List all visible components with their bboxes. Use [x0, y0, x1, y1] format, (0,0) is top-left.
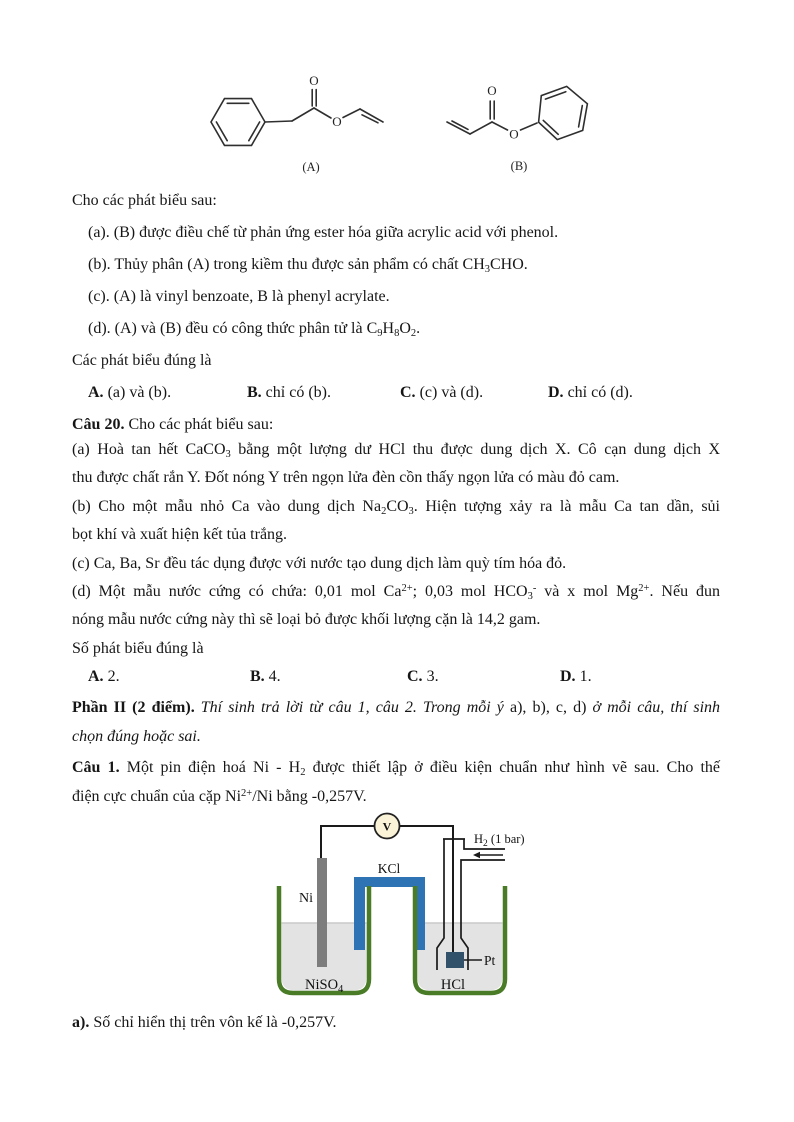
salt-bridge-label: KCl	[377, 861, 401, 876]
text-line: (b). Thủy phân (A) trong kiềm thu được sản phẩm có chất $CH_3CHO$.	[88, 256, 528, 275]
option-letter: A.	[88, 384, 104, 401]
answer-option: B. chỉ có (b).	[247, 384, 331, 401]
platinum-label: Pt	[484, 953, 496, 968]
left-solution-label: NiSO$_4$	[305, 977, 344, 995]
electrochemical-cell-diagram	[270, 812, 530, 1002]
answer-options-row	[72, 666, 732, 687]
text-line: Cho các phát biểu sau:	[72, 192, 217, 209]
text-line: (c) Ca, Ba, Sr đều tác dụng được với nước tạo dung dịch làm quỳ tím hóa đỏ.	[72, 555, 567, 572]
text-line: (b) Cho một mẫu nhỏ Ca vào dung dịch $Na_2CO_3$. Hiện tượng xảy ra là mẫu Ca tan dần, sủi	[72, 498, 720, 517]
option-letter: B.	[247, 384, 262, 401]
answer-option: C. 3.	[407, 668, 439, 685]
text-line: (d). (A) và (B) đều có công thức phân tử là $C_9H_8O_2$.	[88, 320, 421, 339]
text-line: Các phát biểu đúng là	[72, 352, 212, 369]
text-line: (a) Hoà tan hết CaCO$_3$ bằng một lượng dư HCl thu được dung dịch X. Cô cạn dung dịch X	[72, 441, 721, 460]
text-line: (d) Một mẫu nước cứng có chứa: 0,01 mol $Ca^{2+}$; 0,03 mol $HCO_3^-$ và x mol $Mg^{2+}$. Nếu đun	[72, 583, 721, 602]
atom-label-o: O	[309, 73, 319, 88]
text-line: Phần II (2 điểm). Thí sinh trả lời từ câu 1, câu 2. Trong mỗi ý a), b), c, d) ở mỗi câu, thí sinh	[72, 699, 721, 716]
benzene-ring	[211, 99, 265, 146]
gas-inlet-arrow	[473, 852, 503, 858]
atom-label-o: O	[509, 126, 519, 142]
atom-label-o: O	[487, 83, 497, 98]
answer-option: A. 2.	[88, 668, 120, 685]
option-letter: C.	[400, 384, 416, 401]
structure-b-label: (B)	[510, 159, 528, 173]
answer-options-row	[72, 382, 732, 403]
structure-b	[447, 83, 587, 173]
text-line: Câu 20. Cho các phát biểu sau:	[72, 416, 274, 433]
text-line: Số phát biểu đúng là	[72, 640, 204, 657]
chemical-structures	[180, 60, 620, 180]
voltmeter-label: V	[382, 819, 392, 834]
structure-a	[211, 73, 383, 174]
option-letter: D.	[560, 668, 576, 685]
hydrogen-gas-label: $H_2$ (1 bar)	[474, 832, 525, 849]
text-line: chọn đúng hoặc sai.	[72, 728, 201, 745]
text-line: a). Số chỉ hiển thị trên vôn kế là -0,257V.	[72, 1014, 337, 1031]
text-line: thu được chất rắn Y. Đốt nóng Y trên ngọn lửa đèn cồn thấy ngọn lửa có màu đỏ cam.	[72, 469, 620, 486]
answer-option: A. (a) và (b).	[88, 384, 172, 401]
option-letter: C.	[407, 668, 423, 685]
answer-option: B. 4.	[250, 668, 281, 685]
text-line: nóng mẫu nước cứng này thì sẽ loại bỏ được khối lượng cặn là 14,2 gam.	[72, 611, 541, 628]
answer-option: D. 1.	[560, 668, 592, 685]
option-letter: B.	[250, 668, 265, 685]
wire-left	[321, 826, 374, 858]
text-line: bọt khí và xuất hiện kết tủa trắng.	[72, 526, 288, 543]
text-line: Câu 1. Một pin điện hoá Ni - $H_2$ được thiết lập ở điều kiện chuẩn như hình vẽ sau. Cho thế	[72, 759, 721, 778]
option-letter: A.	[88, 668, 104, 685]
nickel-electrode	[317, 858, 327, 967]
text-line: (a). (B) được điều chế từ phản ứng ester hóa giữa acrylic acid với phenol.	[88, 224, 559, 241]
atom-label-o: O	[332, 114, 342, 129]
answer-option: C. (c) và (d).	[400, 384, 484, 401]
right-solution-label: HCl	[440, 977, 466, 993]
benzene-ring	[539, 86, 588, 139]
answer-option: D. chỉ có (d).	[548, 384, 633, 401]
nickel-electrode-label: Ni	[299, 891, 313, 906]
text-line: điện cực chuẩn của cặp $Ni^{2+}/Ni$ bằng -0,257V.	[72, 788, 367, 805]
platinum-electrode	[446, 952, 464, 968]
text-line: (c). (A) là vinyl benzoate, B là phenyl acrylate.	[88, 288, 390, 305]
option-letter: D.	[548, 384, 564, 401]
structure-a-label: (A)	[302, 160, 320, 174]
